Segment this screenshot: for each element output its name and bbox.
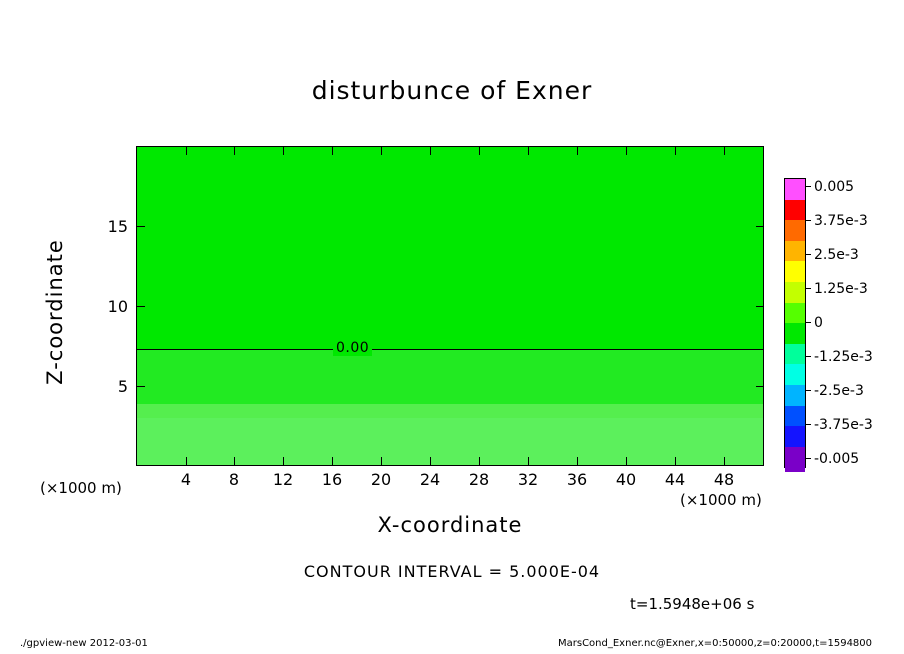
colorbar-label: 1.25e-3 bbox=[814, 281, 868, 297]
contour-label-zero: 0.00 bbox=[333, 340, 372, 356]
colorbar-segment bbox=[785, 179, 805, 200]
colorbar bbox=[784, 178, 806, 468]
x-tick-label: 44 bbox=[664, 470, 686, 489]
x-tick-label: 16 bbox=[321, 470, 343, 489]
x-tick bbox=[234, 147, 235, 155]
field-band bbox=[137, 418, 763, 466]
colorbar-tick bbox=[806, 424, 811, 425]
x-tick-label: 20 bbox=[370, 470, 392, 489]
x-tick bbox=[234, 457, 235, 465]
x-tick bbox=[186, 457, 187, 465]
colorbar-tick bbox=[806, 458, 811, 459]
colorbar-segment bbox=[785, 261, 805, 282]
y-tick bbox=[137, 226, 145, 227]
x-axis-unit-left: (×1000 m) bbox=[40, 479, 122, 497]
colorbar-tick bbox=[806, 220, 811, 221]
x-tick-label: 40 bbox=[615, 470, 637, 489]
x-tick bbox=[332, 147, 333, 155]
colorbar-label: -3.75e-3 bbox=[814, 417, 873, 433]
x-tick-label: 8 bbox=[228, 470, 240, 489]
colorbar-segment bbox=[785, 220, 805, 241]
x-tick bbox=[479, 457, 480, 465]
colorbar-tick bbox=[806, 322, 811, 323]
x-tick bbox=[675, 147, 676, 155]
colorbar-tick bbox=[806, 186, 811, 187]
x-tick bbox=[528, 147, 529, 155]
colorbar-segment bbox=[785, 364, 805, 385]
x-tick bbox=[430, 147, 431, 155]
time-label: t=1.5948e+06 s bbox=[630, 595, 755, 613]
x-tick bbox=[283, 147, 284, 155]
colorbar-label: 0 bbox=[814, 315, 823, 331]
field-band bbox=[137, 147, 763, 349]
x-tick-label: 24 bbox=[419, 470, 441, 489]
colorbar-segment bbox=[785, 282, 805, 303]
y-tick bbox=[756, 226, 764, 227]
field-band bbox=[137, 349, 763, 404]
x-tick-label: 4 bbox=[180, 470, 192, 489]
x-tick bbox=[724, 147, 725, 155]
colorbar-label: 0.005 bbox=[814, 179, 855, 195]
x-tick bbox=[381, 457, 382, 465]
x-tick bbox=[479, 147, 480, 155]
x-tick bbox=[577, 147, 578, 155]
colorbar-label: 2.5e-3 bbox=[814, 247, 859, 263]
y-tick-label: 15 bbox=[107, 217, 128, 236]
y-tick-label: 5 bbox=[117, 377, 128, 396]
x-tick-label: 32 bbox=[517, 470, 539, 489]
x-tick bbox=[626, 457, 627, 465]
colorbar-segment bbox=[785, 385, 805, 406]
x-tick bbox=[186, 147, 187, 155]
footer-right: MarsCond_Exner.nc@Exner,x=0:50000,z=0:20000,t=1594800 bbox=[558, 638, 873, 649]
y-tick bbox=[756, 386, 764, 387]
x-tick-label: 28 bbox=[468, 470, 490, 489]
x-tick bbox=[528, 457, 529, 465]
colorbar-tick bbox=[806, 254, 811, 255]
y-tick bbox=[137, 306, 145, 307]
colorbar-label: -1.25e-3 bbox=[814, 349, 873, 365]
x-axis-title: X-coordinate bbox=[377, 513, 523, 537]
colorbar-tick bbox=[806, 356, 811, 357]
x-tick bbox=[577, 457, 578, 465]
x-tick-label: 12 bbox=[272, 470, 294, 489]
colorbar-segment bbox=[785, 344, 805, 365]
colorbar-tick bbox=[806, 390, 811, 391]
plot-area bbox=[136, 146, 764, 466]
colorbar-tick bbox=[806, 288, 811, 289]
field-band bbox=[137, 404, 763, 418]
colorbar-segment bbox=[785, 241, 805, 262]
y-tick bbox=[137, 386, 145, 387]
x-tick bbox=[430, 457, 431, 465]
colorbar-label: -2.5e-3 bbox=[814, 383, 864, 399]
x-tick bbox=[626, 147, 627, 155]
colorbar-segment bbox=[785, 426, 805, 447]
contour-line-zero bbox=[137, 349, 763, 350]
x-tick bbox=[332, 457, 333, 465]
colorbar-segment bbox=[785, 200, 805, 221]
x-tick-label: 48 bbox=[713, 470, 735, 489]
colorbar-segment bbox=[785, 447, 805, 472]
colorbar-label: 3.75e-3 bbox=[814, 213, 868, 229]
colorbar-segment bbox=[785, 303, 805, 324]
x-tick-label: 36 bbox=[566, 470, 588, 489]
x-tick bbox=[675, 457, 676, 465]
footer-left: ./gpview-new 2012-03-01 bbox=[20, 638, 148, 649]
colorbar-segment bbox=[785, 406, 805, 427]
x-axis-unit-right: (×1000 m) bbox=[680, 491, 762, 509]
y-tick-label: 10 bbox=[107, 297, 128, 316]
x-tick bbox=[283, 457, 284, 465]
y-axis-title: Z-coordinate bbox=[43, 239, 67, 385]
contour-interval-label: CONTOUR INTERVAL = 5.000E-04 bbox=[303, 562, 601, 581]
x-tick bbox=[724, 457, 725, 465]
colorbar-label: -0.005 bbox=[814, 451, 860, 467]
x-tick bbox=[381, 147, 382, 155]
chart-title: disturbunce of Exner bbox=[311, 76, 593, 105]
y-tick bbox=[756, 306, 764, 307]
colorbar-segment bbox=[785, 323, 805, 344]
